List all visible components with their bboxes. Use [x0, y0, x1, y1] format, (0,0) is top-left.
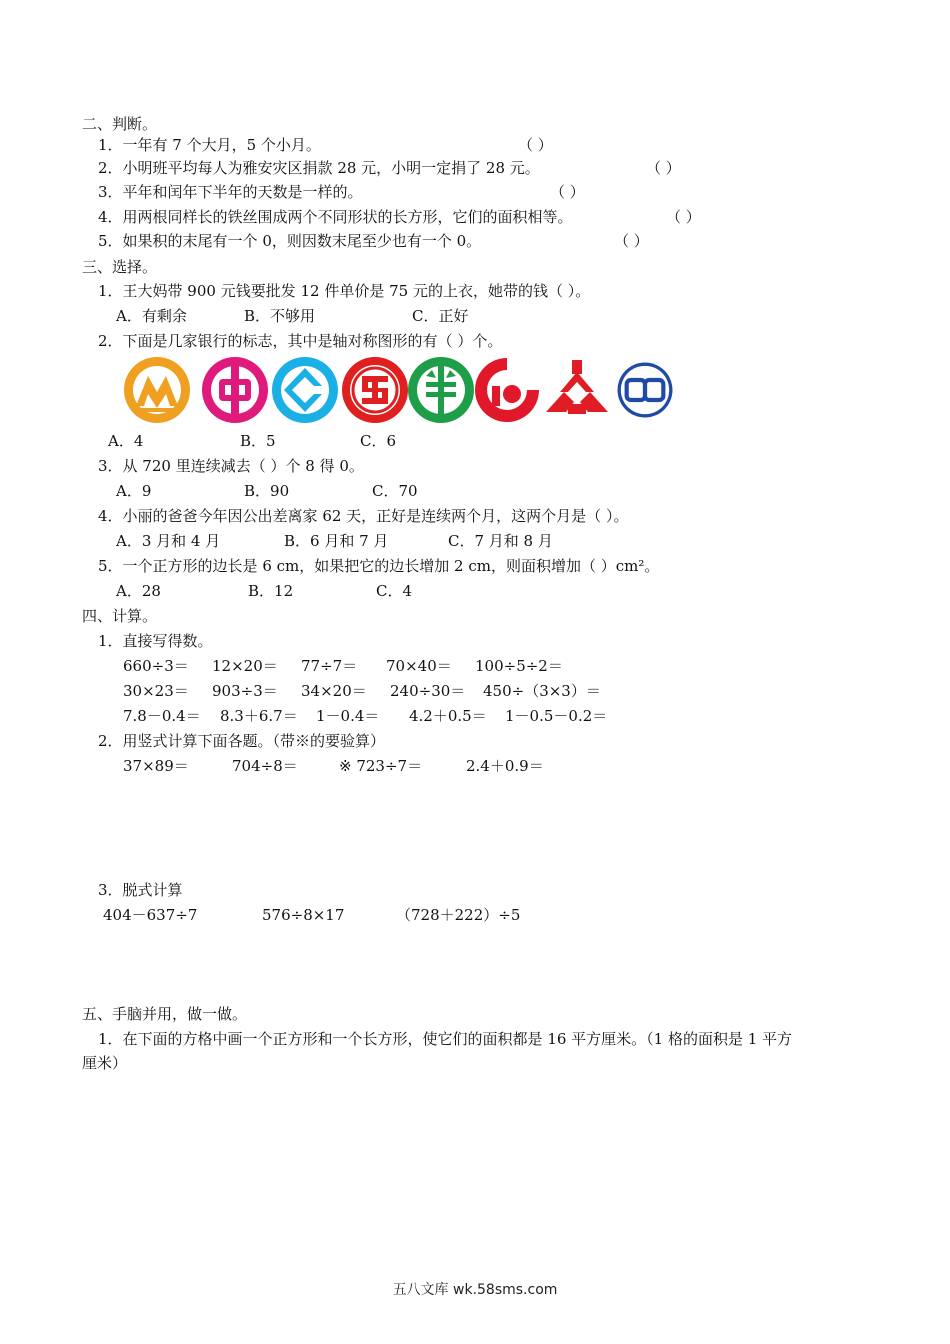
vertical-calc-expr: 37×89＝ — [123, 757, 189, 775]
oral-calc-expr: 77÷7＝ — [301, 657, 358, 675]
judge-answer-blank-1: （ ） — [518, 136, 553, 154]
choice-3-option-b: B．90 — [244, 482, 290, 500]
choice-3-option-a: A．9 — [116, 482, 152, 500]
judge-answer-blank-4: （ ） — [666, 208, 701, 226]
vertical-calc-title: 2．用竖式计算下面各题。（带※的要验算） — [98, 732, 386, 750]
choice-4-option-a: A．3 月和 4 月 — [116, 532, 221, 550]
bank-of-china-logo — [200, 356, 270, 424]
judge-answer-blank-5: （ ） — [614, 232, 649, 250]
choice-question-4: 4．小丽的爸爸今年因公出差离家 62 天，正好是连续两个月，这两个月是（ ）。 — [98, 507, 629, 525]
judge-answer-blank-2: （ ） — [646, 159, 681, 177]
choice-1-option-c: C．正好 — [412, 307, 469, 325]
bank-logo-row — [122, 356, 694, 424]
footer-watermark: 五八文库 wk.58sms.com — [392, 1282, 558, 1298]
judge-item-2: 2．小明班平均每人为雅安灾区捐款 28 元，小明一定捐了 28 元。 — [98, 159, 540, 177]
oral-calc-expr: 30×23＝ — [123, 682, 189, 700]
vertical-calc-expr: 2.4＋0.9＝ — [466, 757, 544, 775]
judge-item-4: 4．用两根同样长的铁丝围成两个不同形状的长方形，它们的面积相等。 — [98, 208, 573, 226]
step-calc-title: 3．脱式计算 — [98, 881, 183, 899]
section-2-title: 二、判断。 — [82, 115, 158, 133]
choice-4-option-c: C．7 月和 8 月 — [448, 532, 553, 550]
choice-5-option-b: B．12 — [248, 582, 294, 600]
choice-5-option-c: C．4 — [376, 582, 413, 600]
oral-calc-expr: 450÷（3×3）＝ — [483, 682, 601, 700]
choice-3-option-c: C．70 — [372, 482, 418, 500]
china-citic-bank-logo — [542, 356, 612, 424]
judge-item-1: 1．一年有 7 个大月，5 个小月。 — [98, 136, 321, 154]
china-construction-bank-logo — [270, 356, 340, 424]
section-4-title: 四、计算。 — [82, 607, 158, 625]
oral-calc-expr: 660÷3＝ — [123, 657, 189, 675]
china-merchants-bank-logo — [122, 356, 192, 424]
choice-5-option-a: A．28 — [116, 582, 161, 600]
oral-calc-title: 1．直接写得数。 — [98, 632, 213, 650]
vertical-calc-expr: ※ 723÷7＝ — [339, 757, 423, 775]
step-calc-expr: （728＋222）÷5 — [396, 906, 521, 924]
oral-calc-expr: 903÷3＝ — [212, 682, 278, 700]
judge-item-3: 3．平年和闰年下半年的天数是一样的。 — [98, 183, 363, 201]
judge-item-5: 5．如果积的末尾有一个 0，则因数末尾至少也有一个 0。 — [98, 232, 482, 250]
oral-calc-expr: 12×20＝ — [212, 657, 278, 675]
oral-calc-expr: 34×20＝ — [301, 682, 367, 700]
section-5-title: 五、手脑并用，做一做。 — [82, 1005, 248, 1023]
draw-question-1-line-2: 厘米） — [82, 1054, 128, 1072]
choice-2-option-c: C．6 — [360, 432, 397, 450]
oral-calc-expr: 8.3＋6.7＝ — [220, 707, 298, 725]
choice-question-5: 5．一个正方形的边长是 6 cm，如果把它的边长增加 2 cm，则面积增加（ ）cm²。 — [98, 557, 660, 575]
draw-question-1-line-1: 1．在下面的方格中画一个正方形和一个长方形，使它们的面积都是 16 平方厘米。（1 格的面积是 1 平方 — [98, 1030, 793, 1048]
bank-of-communications-logo — [610, 356, 680, 424]
choice-question-2: 2．下面是几家银行的标志，其中是轴对称图形的有（ ）个。 — [98, 332, 503, 350]
oral-calc-expr: 1－0.5－0.2＝ — [505, 707, 608, 725]
choice-1-option-b: B．不够用 — [244, 307, 316, 325]
oral-calc-expr: 100÷5÷2＝ — [475, 657, 563, 675]
choice-2-option-b: B．5 — [240, 432, 276, 450]
choice-1-option-a: A．有剩余 — [116, 307, 187, 325]
everbright-bank-logo — [472, 356, 542, 424]
icbc-logo — [340, 356, 410, 424]
choice-question-1: 1．王大妈带 900 元钱要批发 12 件单价是 75 元的上衣，她带的钱（ ）。 — [98, 282, 591, 300]
oral-calc-expr: 7.8－0.4＝ — [123, 707, 201, 725]
step-calc-expr: 576÷8×17 — [262, 906, 345, 924]
vertical-calc-expr: 704÷8＝ — [232, 757, 298, 775]
oral-calc-expr: 4.2＋0.5＝ — [409, 707, 487, 725]
step-calc-expr: 404－637÷7 — [103, 906, 198, 924]
oral-calc-expr: 1－0.4＝ — [316, 707, 380, 725]
oral-calc-expr: 70×40＝ — [386, 657, 452, 675]
choice-2-option-a: A．4 — [108, 432, 144, 450]
choice-4-option-b: B．6 月和 7 月 — [284, 532, 389, 550]
choice-question-3: 3．从 720 里连续减去（ ）个 8 得 0。 — [98, 457, 364, 475]
agricultural-bank-logo — [406, 356, 476, 424]
section-3-title: 三、选择。 — [82, 258, 158, 276]
oral-calc-expr: 240÷30＝ — [390, 682, 466, 700]
judge-answer-blank-3: （ ） — [550, 183, 585, 201]
